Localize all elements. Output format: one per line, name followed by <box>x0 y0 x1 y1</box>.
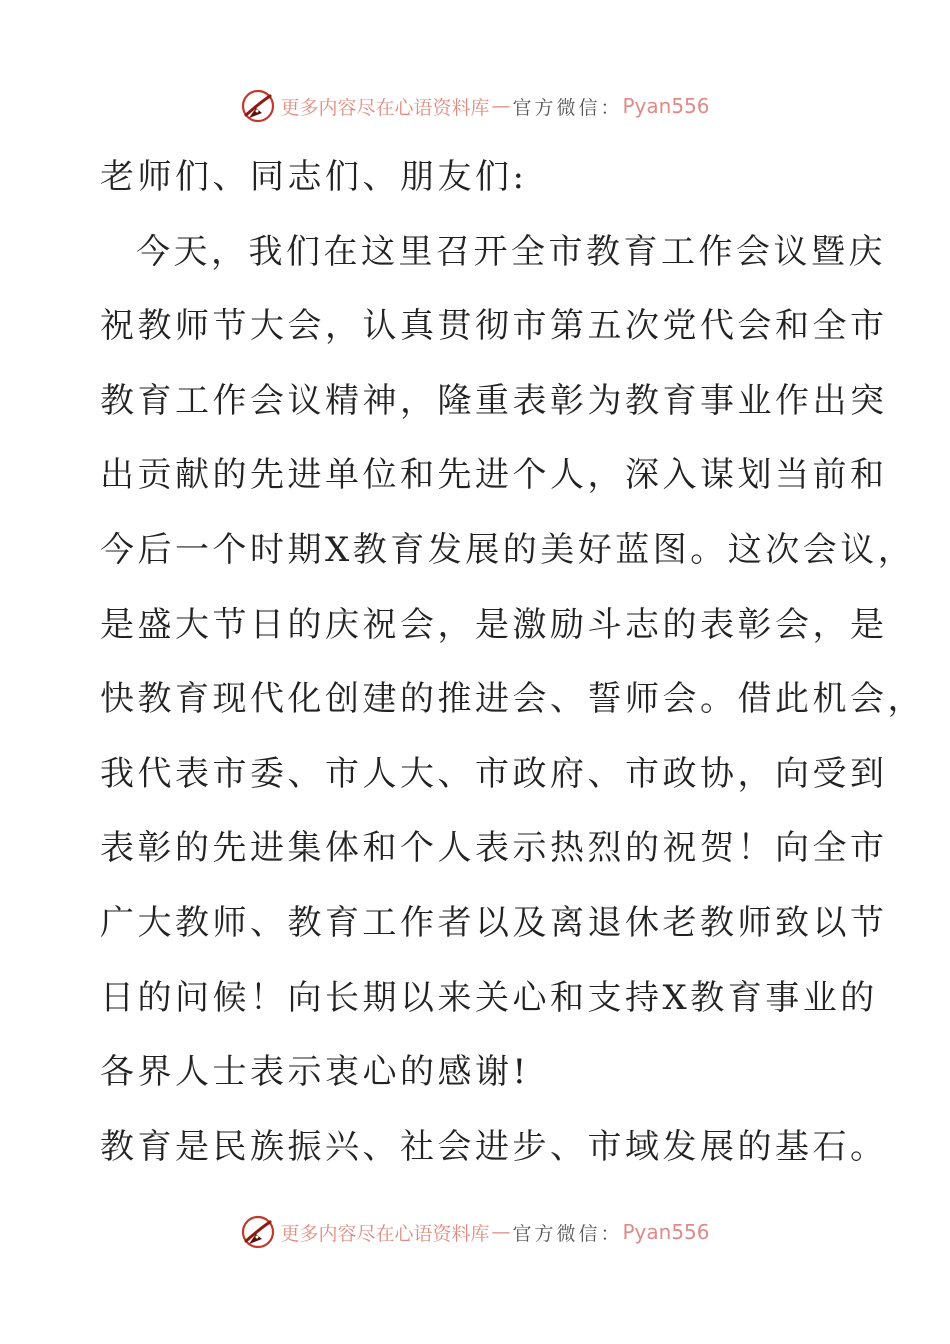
document-body <box>100 140 925 1184</box>
header-banner <box>0 86 950 126</box>
site-name-text: 更多内容尽在心语资料库 <box>280 1222 490 1245</box>
wechat-id: Pyan556 <box>622 1220 710 1244</box>
site-name-text: 更多内容尽在心语资料库 <box>280 96 490 119</box>
banner-dash: — <box>491 95 511 117</box>
paragraph-line: 是盛大节日的庆祝会，是激励斗志的表彰会，是 <box>100 604 888 645</box>
footer-banner <box>0 1212 950 1252</box>
pen-nib-logo-icon <box>240 1214 276 1250</box>
paragraph-line: 祝教师节大会，认真贯彻市第五次党代会和全市 <box>100 306 888 347</box>
paragraph-line: 各界人士表示衷心的感谢! <box>100 1052 530 1093</box>
paragraph-line: 日的问候！向长期以来关心和支持X教育事业的 <box>100 977 878 1018</box>
wechat-id: Pyan556 <box>622 94 710 118</box>
paragraph-line: 出贡献的先进单位和先进个人，深入谋划当前和 <box>100 455 888 496</box>
paragraph-line: 广大教师、教育工作者以及离退休老教师致以节 <box>100 902 888 943</box>
paragraph-line: 今天，我们在这里召开全市教育工作会议暨庆 <box>136 231 886 272</box>
banner-dash: — <box>491 1221 511 1243</box>
paragraph-line: 教育工作会议精神，隆重表彰为教育事业作出突 <box>100 380 888 421</box>
paragraph-line: 快教育现代化创建的推进会、誓师会。借此机会， <box>100 679 925 720</box>
paragraph-line: 今后一个时期X教育发展的美好蓝图。这次会议， <box>100 529 916 570</box>
salutation-line: 老师们、同志们、朋友们: <box>100 157 528 197</box>
wechat-label: 官方微信： <box>512 96 623 119</box>
pen-nib-logo-icon <box>240 88 276 124</box>
paragraph-line: 教育是民族振兴、社会进步、市域发展的基石。 <box>100 1126 888 1167</box>
wechat-label: 官方微信： <box>512 1222 623 1245</box>
paragraph-line: 表彰的先进集体和个人表示热烈的祝贺！向全市 <box>100 828 888 869</box>
paragraph-line: 我代表市委、市人大、市政府、市政协，向受到 <box>100 753 888 794</box>
